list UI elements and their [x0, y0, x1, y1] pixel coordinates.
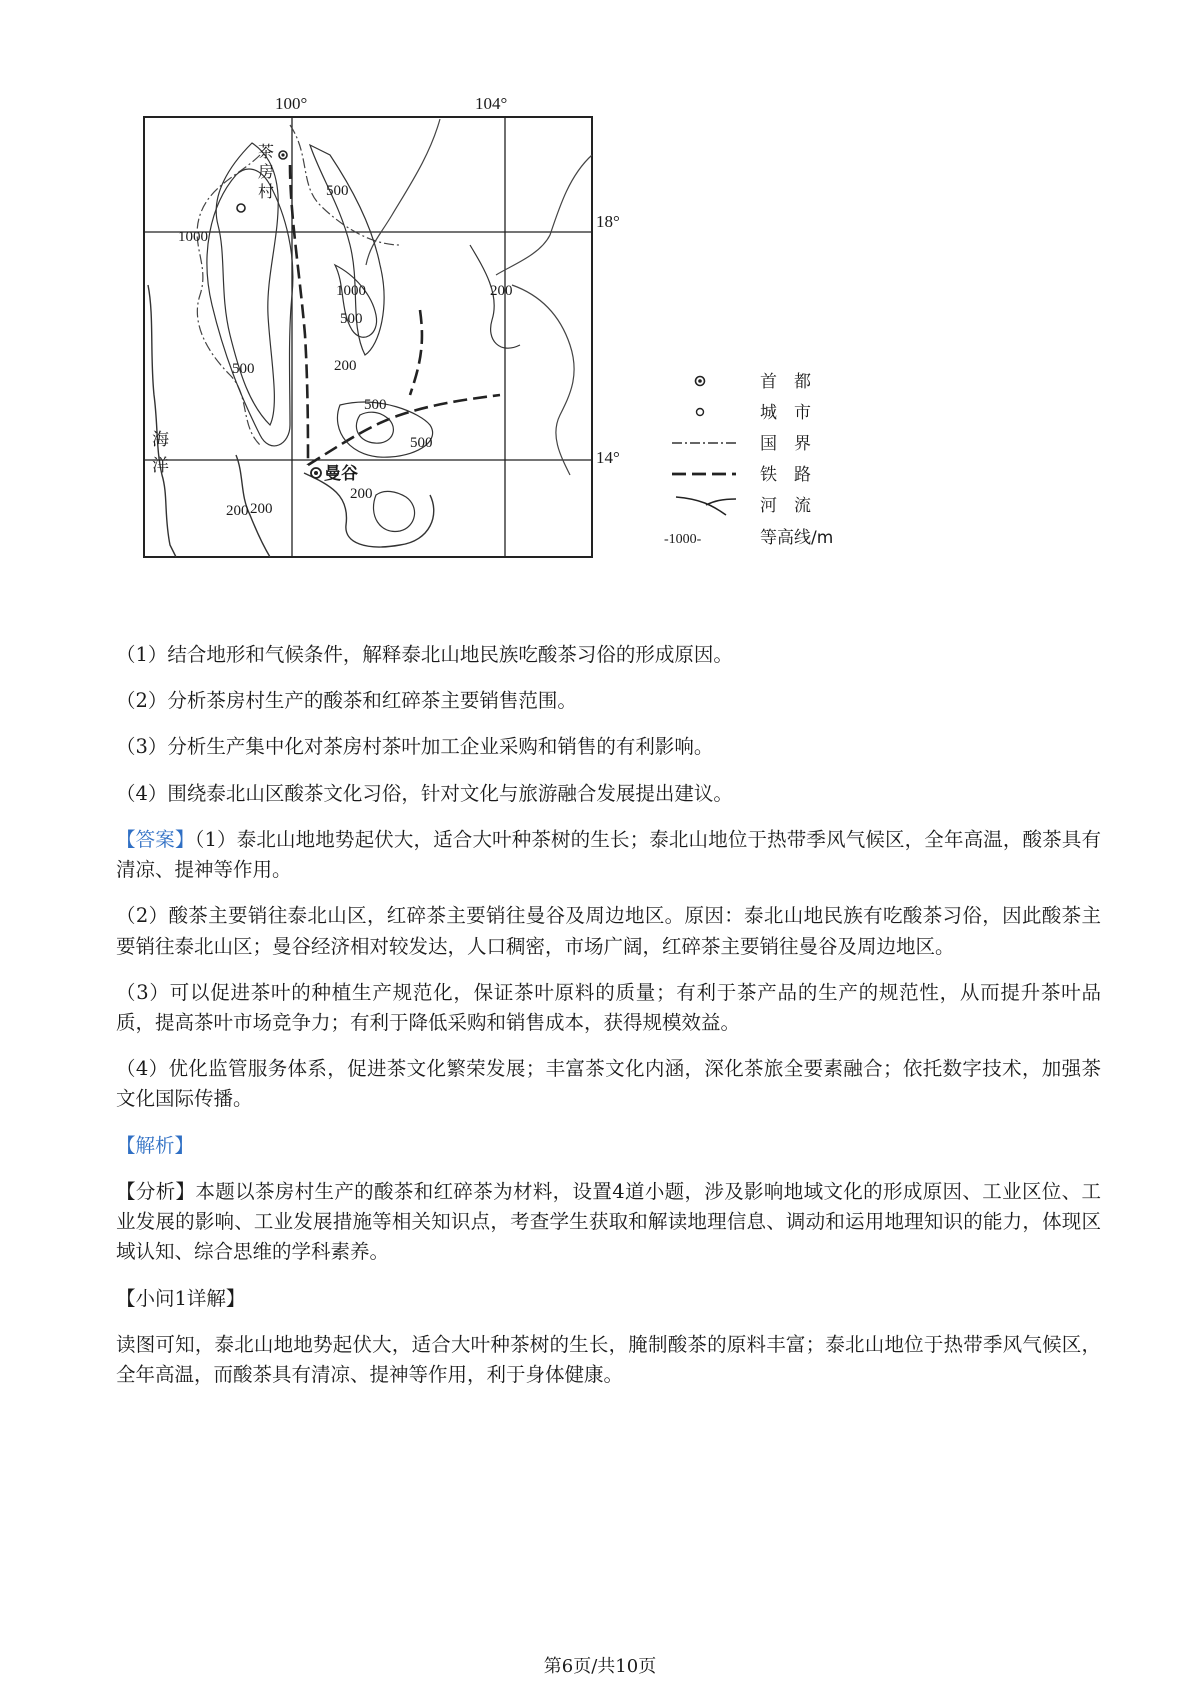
border-north [366, 119, 440, 265]
legend-label: 铁 路 [760, 465, 811, 485]
sea-label: 海 洋 [152, 430, 169, 476]
subquestion-1-title: 【小问1详解】 [116, 1286, 246, 1310]
national-border-west [197, 155, 260, 445]
capital-dot [314, 471, 318, 475]
contour-label: 500 [340, 311, 363, 327]
railway-north [290, 165, 308, 465]
answer-1-paragraph [116, 825, 1101, 885]
village-label: 茶 房 村 [258, 142, 275, 201]
question-2: （2）分析茶房村生产的酸茶和红碎茶主要销售范围。 [116, 689, 577, 713]
lat-label-14: 14° [596, 448, 620, 467]
question-3: （3）分析生产集中化对茶房村茶叶加工企业采购和销售的有利影响。 [116, 735, 714, 759]
legend-city-symbol [697, 409, 704, 416]
subquestion-1-text: 读图可知，泰北山地地势起伏大，适合大叶种茶树的生长，腌制酸茶的原料丰富；泰北山地位于热带季风气候区，全年高温，而酸茶具有清凉、提神等作用，利于身体健康。 [116, 1332, 1101, 1386]
answer-4: （4）优化监管服务体系，促进茶文化繁荣发展；丰富茶文化内涵，深化茶旅全要素融合；依托数字技术，加强茶文化国际传播。 [116, 1057, 1101, 1111]
contour-label: 500 [364, 397, 387, 413]
contour-label: 1000 [178, 229, 208, 245]
contour-label: 200 [250, 501, 273, 517]
question-4: （4）围绕泰北山区酸茶文化习俗，针对文化与旅游融合发展提出建议。 [116, 781, 733, 805]
question-1: （1）结合地形和气候条件，解释泰北山地民族吃酸茶习俗的形成原因。 [116, 643, 733, 666]
contour-label: 1000 [336, 283, 366, 299]
lat-label-18: 18° [596, 212, 620, 231]
contour-map-figure [140, 95, 900, 615]
legend-label: 等高线/m [760, 528, 834, 548]
legend-label: 河 流 [760, 496, 811, 516]
map-svg [140, 95, 900, 615]
answer-2: （2）酸茶主要销往泰北山区，红碎茶主要销往曼谷及周边地区。原因：泰北山地民族有吃酸茶习俗，因此酸茶主要销往泰北山区；曼谷经济相对较发达，人口稠密，市场广阔，红碎茶主要销往曼谷及周边地区。 [116, 904, 1101, 958]
contour-label: 200 [350, 486, 373, 502]
legend-label: 城 市 [760, 403, 811, 423]
analysis-tag: 【解析】 [116, 1133, 195, 1157]
answer-tag: 【答案】 [116, 827, 195, 851]
answer-1: （1）泰北山地地势起伏大，适合大叶种茶树的生长；泰北山地位于热带季风气候区，全年高温，酸茶具有清凉、提神等作用。 [116, 827, 1101, 882]
legend-river-symbol [676, 497, 736, 515]
city-symbol [237, 204, 245, 212]
contour-200-gulf [373, 491, 414, 531]
contour-label: 500 [232, 361, 255, 377]
border-east [496, 155, 592, 275]
mekong-river [512, 285, 574, 475]
legend-label: 首 都 [760, 372, 811, 392]
railway-branch [410, 310, 422, 395]
legend-contour-sample: -1000- [664, 532, 702, 547]
contour-500-west [207, 169, 293, 446]
contour-label: 200 [226, 503, 249, 519]
analysis-summary: 【分析】本题以茶房村生产的酸茶和红碎茶为材料，设置4道小题，涉及影响地域文化的形成原因、工业区位、工业发展的影响、工业发展措施等相关知识点，考查学生获取和解读地理信息、调动和运用地理知识的能力，体现区域认知、综合思维的学科素养。 [116, 1179, 1101, 1264]
contour-label: 200 [334, 358, 357, 374]
village-city-dot [281, 153, 284, 156]
contour-500-south-inner [356, 412, 393, 443]
page-footer: 第6页/共10页 [543, 1656, 657, 1677]
legend-label: 国 界 [760, 434, 811, 454]
legend-capital-dot [698, 379, 702, 383]
lon-label-104: 104° [475, 95, 508, 113]
answer-3: （3）可以促进茶叶的种植生产规范化，保证茶叶原料的质量；有利于茶产品的生产的规范性，从而提升茶叶品质，提高茶叶市场竞争力；有利于降低采购和销售成本，获得规模效益。 [116, 980, 1101, 1034]
coastline-west [148, 285, 176, 557]
contour-label: 500 [326, 183, 349, 199]
contour-label: 200 [490, 283, 513, 299]
document-body [116, 640, 1101, 1406]
map-legend [664, 372, 833, 548]
capital-label: 曼谷 [324, 464, 358, 484]
contour-label: 500 [410, 435, 433, 451]
lon-label-100: 100° [275, 95, 308, 113]
